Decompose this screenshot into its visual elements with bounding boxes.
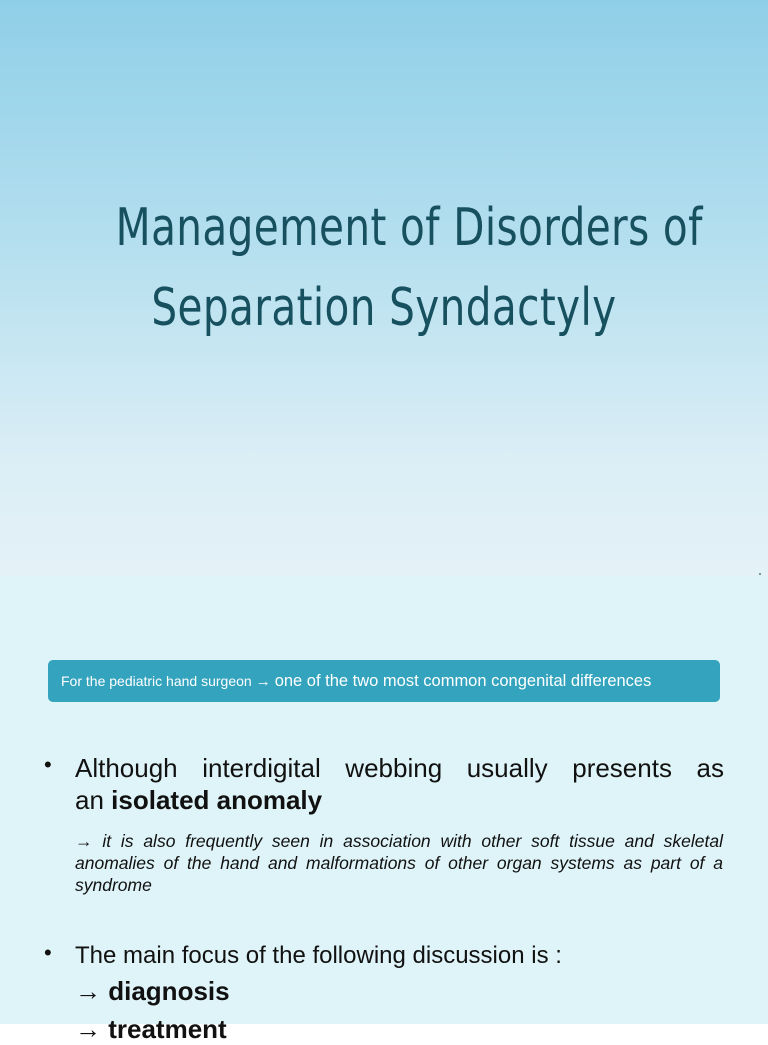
sub-note: → it is also frequently seen in association with other soft tissue and skeletal anomalies of the hand and malformations of other organ systems as part of a syndrome [75, 831, 723, 895]
arrow-icon: → [75, 976, 101, 1006]
bullet-isolated-anomaly [44, 752, 724, 816]
highlight-banner [48, 660, 720, 702]
focus-item-label: diagnosis [108, 976, 230, 1006]
arrow-icon: → [75, 1014, 101, 1044]
corner-dot [759, 573, 761, 575]
banner-prefix: For the pediatric hand surgeon [61, 673, 252, 689]
slide-title-line-1: Management of Disorders of [115, 198, 703, 258]
bullet-main-focus [44, 940, 724, 972]
slide-title-line-2: Separation Syndactyly [151, 278, 617, 338]
bullet-text-prefix: an [75, 785, 112, 815]
content-slide [0, 576, 768, 1044]
focus-item-treatment [75, 1014, 227, 1045]
slide-title [115, 188, 703, 348]
bullet-marker: • [44, 940, 52, 965]
bullet-text-line-1: Although interdigital webbing usually presents as [75, 753, 724, 783]
bullet-marker: • [44, 752, 52, 777]
bullet-text-bold: isolated anomaly [111, 785, 323, 815]
bullet-text: The main focus of the following discussion is : [75, 942, 562, 969]
focus-item-label: treatment [108, 1014, 227, 1044]
banner-main-text: one of the two most common congenital differences [274, 671, 652, 690]
bullet-text [75, 752, 724, 816]
focus-item-diagnosis [75, 976, 230, 1007]
banner-arrow-icon: → [255, 672, 271, 690]
